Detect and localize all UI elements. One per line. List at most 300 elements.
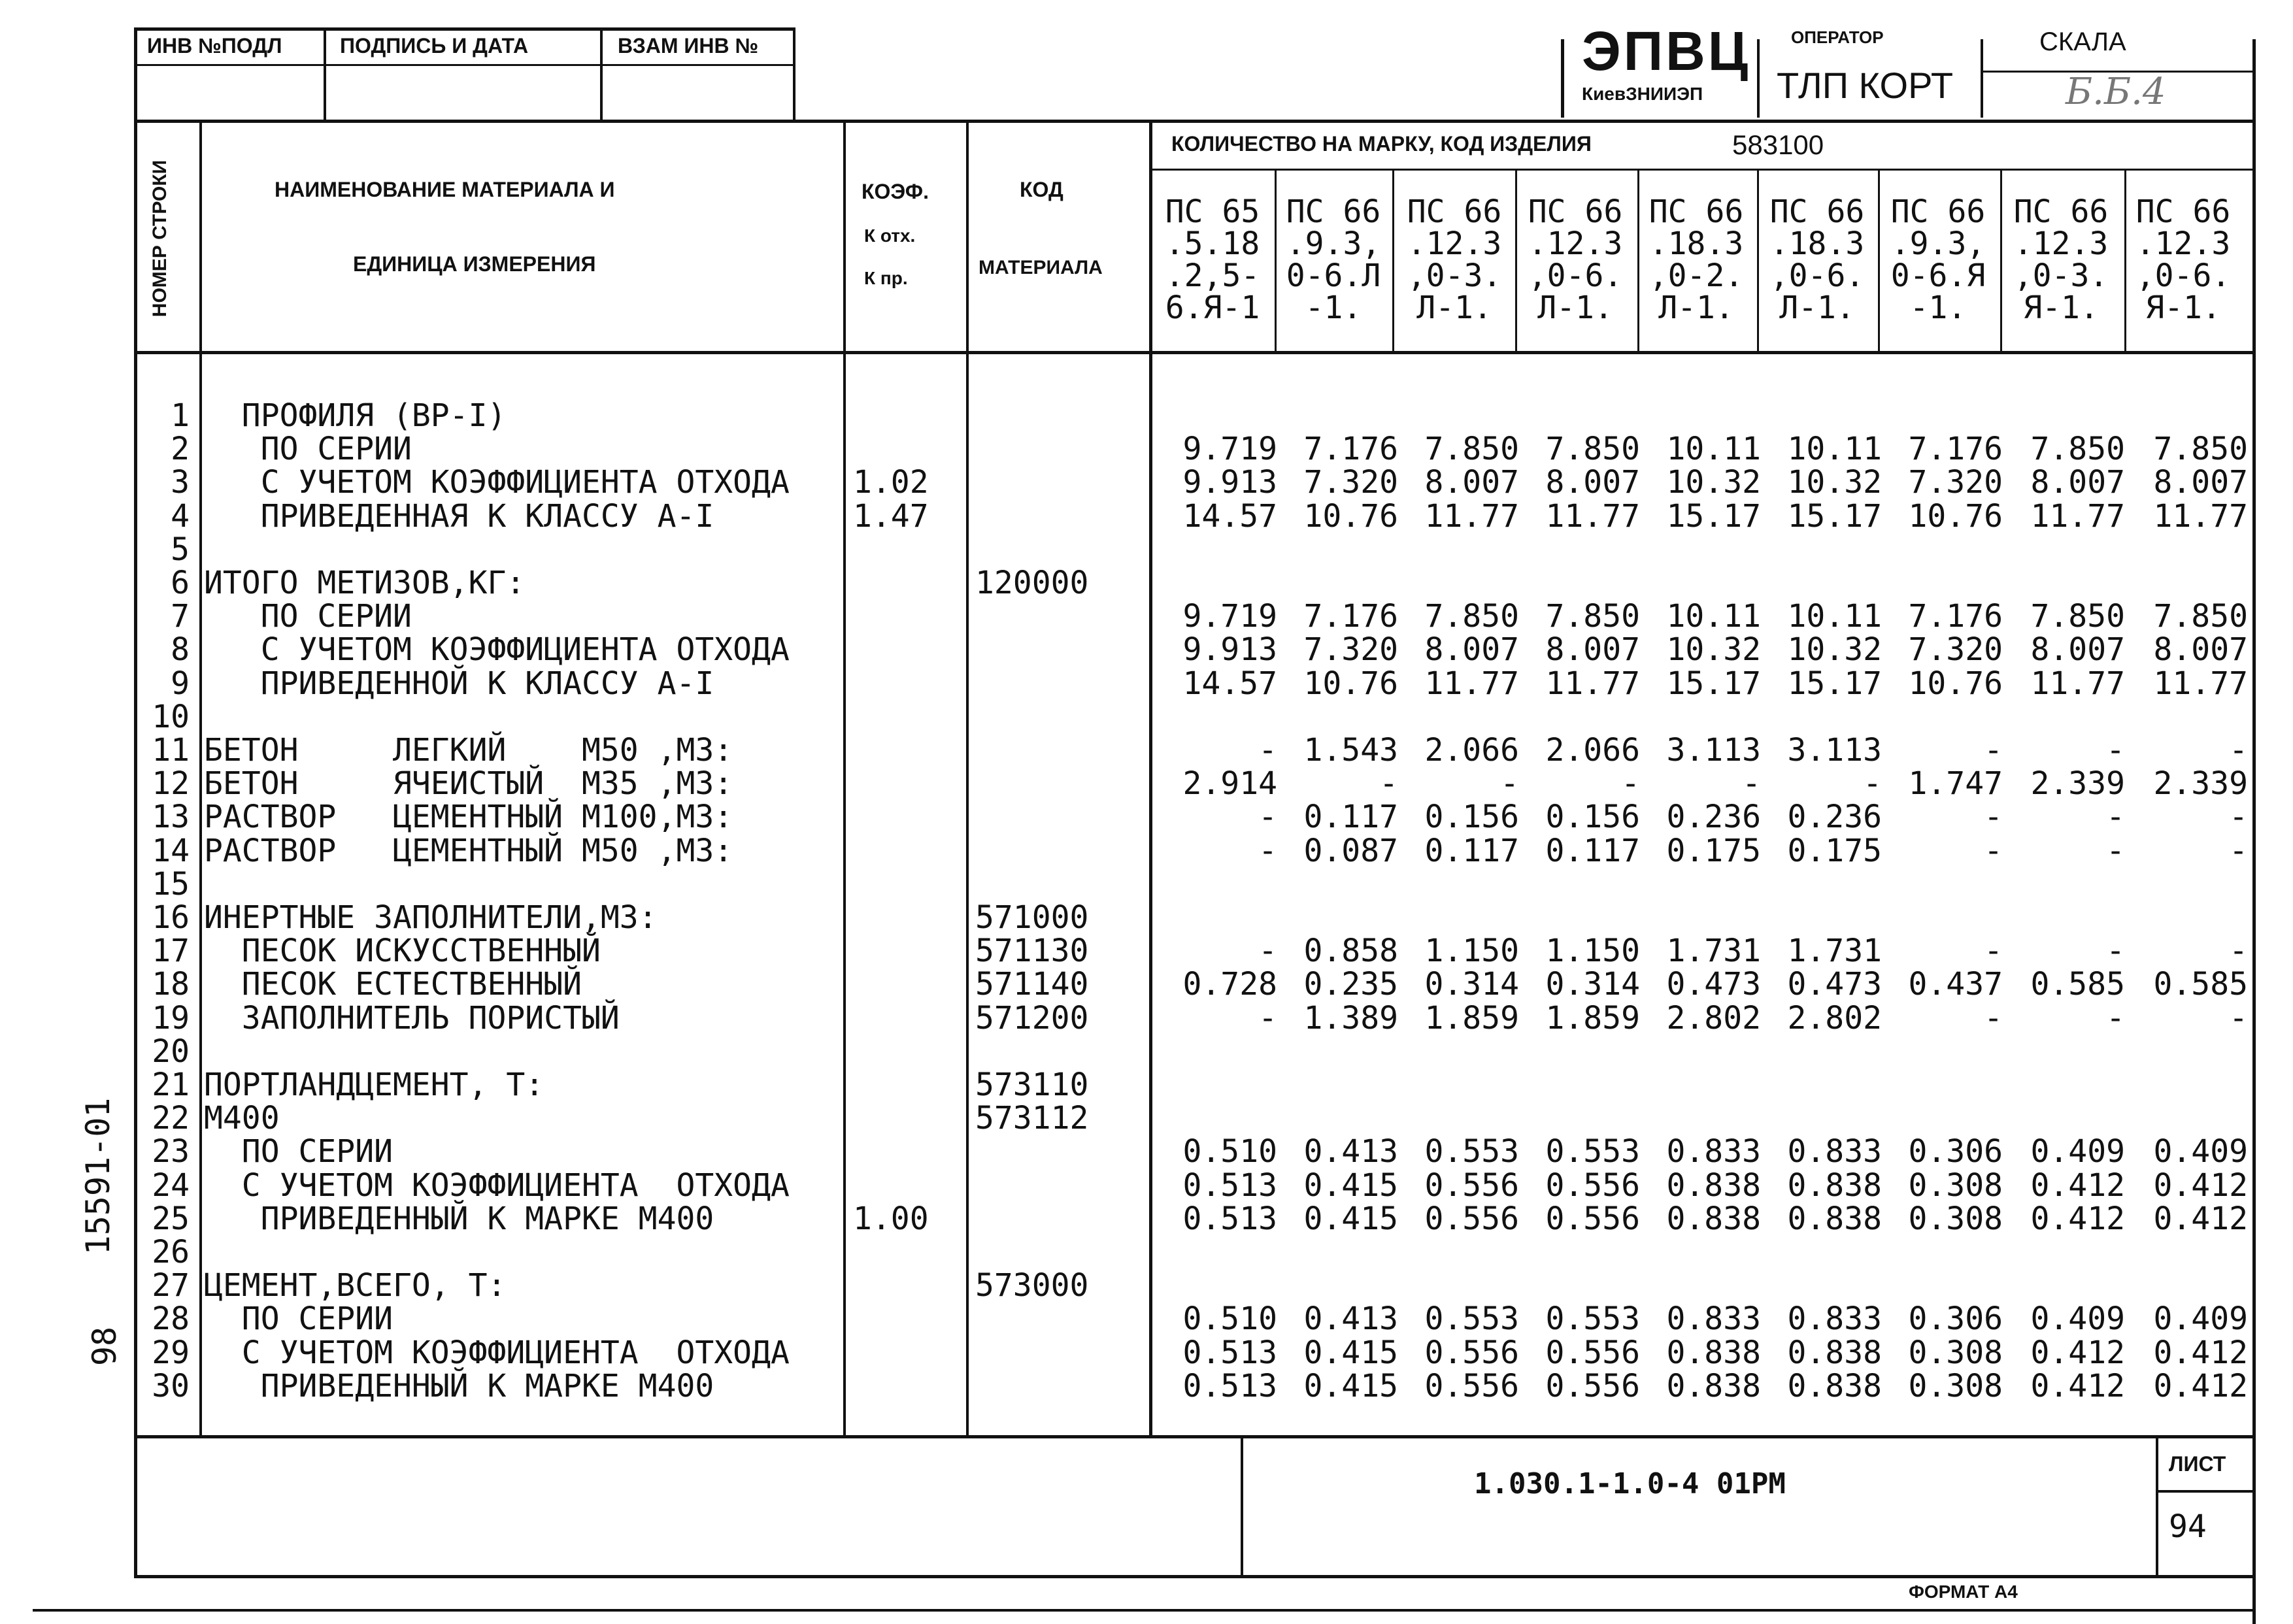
row-number: 22 <box>152 1100 190 1137</box>
row-value: 3.113 <box>1666 732 1761 769</box>
row-value: 1.543 <box>1303 732 1398 769</box>
row-value: 7.850 <box>2153 431 2248 468</box>
row-number: 28 <box>152 1301 190 1338</box>
row-value: 0.314 <box>1424 966 1519 1003</box>
row-value: 0.413 <box>1303 1301 1398 1338</box>
row-value: 11.77 <box>1424 497 1519 535</box>
row-value: 1.859 <box>1545 999 1640 1036</box>
side-number: 15591-01 <box>79 1097 117 1255</box>
table-row <box>0 432 2249 466</box>
row-value: 7.320 <box>1908 464 2003 501</box>
row-code: 573000 <box>975 1267 1089 1304</box>
row-value: 7.320 <box>1303 631 1398 669</box>
table-row <box>0 667 2249 701</box>
row-value: 0.156 <box>1424 799 1519 836</box>
row-number: 23 <box>152 1133 190 1170</box>
row-value: - <box>2229 933 2248 970</box>
table-row <box>0 1135 2249 1168</box>
row-name: ПРОФИЛЯ (ВР-I) <box>204 397 507 434</box>
row-value: 0.415 <box>1303 1167 1398 1204</box>
header-name-line1: НАИМЕНОВАНИЕ МАТЕРИАЛА И <box>275 178 615 201</box>
product-code-6: ПС 66 .18.3 ,0-6. Л-1. <box>1769 193 1865 326</box>
row-value: 0.728 <box>1182 966 1277 1003</box>
row-value: 0.473 <box>1787 966 1882 1003</box>
row-value: 0.412 <box>2153 1367 2248 1404</box>
stamp-org-small: КиевЗНИИЭП <box>1582 84 1703 104</box>
row-value: 0.553 <box>1545 1133 1640 1170</box>
product-code-8: ПС 66 .12.3 ,0-3. Я-1. <box>2013 193 2109 326</box>
row-number: 7 <box>171 598 190 635</box>
row-value: 0.412 <box>2153 1200 2248 1237</box>
row-value: 0.156 <box>1545 799 1640 836</box>
row-value: - <box>1500 765 1519 803</box>
row-name: ПО СЕРИИ <box>204 598 412 635</box>
row-number: 5 <box>171 531 190 568</box>
row-code: 571140 <box>975 966 1089 1003</box>
row-coef: 1.02 <box>853 464 929 501</box>
row-value: 0.236 <box>1666 799 1761 836</box>
row-value: 0.838 <box>1666 1334 1761 1371</box>
row-value: 10.11 <box>1666 431 1761 468</box>
row-number: 25 <box>152 1200 190 1237</box>
row-value: 1.731 <box>1787 933 1882 970</box>
header-row-no: НОМЕР СТРОКИ <box>149 159 171 318</box>
row-value: 0.556 <box>1545 1367 1640 1404</box>
product-code-5: ПС 66 .18.3 ,0-2. Л-1. <box>1649 193 1744 326</box>
row-name: С УЧЕТОМ КОЭФФИЦИЕНТА ОТХОДА <box>204 631 790 669</box>
side-page: 98 <box>86 1326 124 1367</box>
row-value: 8.007 <box>1424 464 1519 501</box>
table-row <box>0 767 2249 801</box>
row-value: - <box>2229 799 2248 836</box>
row-value: 11.77 <box>2153 497 2248 535</box>
row-value: 0.117 <box>1545 832 1640 869</box>
row-value: 8.007 <box>2153 631 2248 669</box>
row-number: 8 <box>171 631 190 669</box>
row-value: 2.066 <box>1424 732 1519 769</box>
row-value: 15.17 <box>1787 497 1882 535</box>
sheet-number: 94 <box>2169 1508 2207 1545</box>
row-value: 7.850 <box>1545 598 1640 635</box>
table-row <box>0 1369 2249 1403</box>
row-value: 9.719 <box>1182 598 1277 635</box>
row-value: 2.914 <box>1182 765 1277 803</box>
row-value: 0.412 <box>2153 1167 2248 1204</box>
row-number: 1 <box>171 397 190 434</box>
row-value: 11.77 <box>2030 497 2125 535</box>
row-value: 0.413 <box>1303 1133 1398 1170</box>
row-value: 0.838 <box>1666 1200 1761 1237</box>
row-value: 10.11 <box>1787 598 1882 635</box>
header-coef-k-pr: К пр. <box>864 268 908 288</box>
row-value: 11.77 <box>2153 665 2248 702</box>
row-value: 0.838 <box>1787 1334 1882 1371</box>
row-value: 8.007 <box>2153 464 2248 501</box>
row-value: 7.850 <box>2153 598 2248 635</box>
stamp-operator: ТЛП КОРТ <box>1777 65 1954 106</box>
row-value: 7.320 <box>1303 464 1398 501</box>
row-value: 0.412 <box>2030 1367 2125 1404</box>
row-name: С УЧЕТОМ КОЭФФИЦИЕНТА ОТХОДА <box>204 1334 790 1371</box>
row-name: БЕТОН ЛЕГКИЙ М50 ,М3: <box>204 732 733 769</box>
row-value: 0.556 <box>1545 1200 1640 1237</box>
row-number: 3 <box>171 464 190 501</box>
table-row <box>0 700 2249 734</box>
row-number: 13 <box>152 799 190 836</box>
table-row <box>0 1302 2249 1336</box>
row-value: 10.11 <box>1666 598 1761 635</box>
row-value: 0.412 <box>2153 1334 2248 1371</box>
row-name: ПЕСОК ИСКУССТВЕННЫЙ <box>204 933 601 970</box>
row-value: 0.409 <box>2030 1301 2125 1338</box>
row-name: ПЕСОК ЕСТЕСТВЕННЫЙ <box>204 966 582 1003</box>
row-number: 27 <box>152 1267 190 1304</box>
row-value: 0.175 <box>1666 832 1761 869</box>
product-code-9: ПС 66 .12.3 ,0-6. Я-1. <box>2135 193 2231 326</box>
row-value: 0.510 <box>1182 1133 1277 1170</box>
row-value: - <box>2229 832 2248 869</box>
row-value: 8.007 <box>2030 464 2125 501</box>
table-row <box>0 1035 2249 1069</box>
product-code-2: ПС 66 .9.3, 0-6.Л -1. <box>1286 193 1381 326</box>
format-label: ФОРМАТ А4 <box>1909 1582 2018 1602</box>
doc-code: 1.030.1-1.0-4 01РМ <box>1474 1467 1786 1500</box>
row-value: - <box>1863 765 1882 803</box>
row-name: ПО СЕРИИ <box>204 1133 393 1170</box>
row-value: 0.308 <box>1908 1167 2003 1204</box>
row-value: 0.412 <box>2030 1167 2125 1204</box>
row-value: 0.415 <box>1303 1334 1398 1371</box>
row-number: 14 <box>152 832 190 869</box>
stamp-operator-label: ОПЕРАТОР <box>1791 27 1884 47</box>
row-value: 11.77 <box>2030 665 2125 702</box>
header-code-title: КОД <box>1020 178 1063 201</box>
row-value: 0.409 <box>2030 1133 2125 1170</box>
row-value: 0.308 <box>1908 1334 2003 1371</box>
row-value: 15.17 <box>1666 497 1761 535</box>
row-value: 0.833 <box>1666 1301 1761 1338</box>
row-value: 0.858 <box>1303 933 1398 970</box>
row-value: 0.314 <box>1545 966 1640 1003</box>
row-value: 0.556 <box>1424 1200 1519 1237</box>
table-row <box>0 1068 2249 1102</box>
row-value: 7.850 <box>2030 431 2125 468</box>
stamp-podpis-data: ПОДПИСЬ И ДАТА <box>340 34 529 58</box>
row-value: - <box>1258 732 1277 769</box>
row-code: 573112 <box>975 1100 1089 1137</box>
row-value: - <box>1984 732 2003 769</box>
row-value: 0.308 <box>1908 1200 2003 1237</box>
row-value: 7.850 <box>1424 431 1519 468</box>
row-value: 0.838 <box>1787 1367 1882 1404</box>
table-row <box>0 599 2249 633</box>
row-number: 2 <box>171 431 190 468</box>
row-value: 10.32 <box>1666 631 1761 669</box>
row-value: 0.513 <box>1182 1367 1277 1404</box>
row-name: ПО СЕРИИ <box>204 431 412 468</box>
table-row <box>0 733 2249 767</box>
row-value: - <box>1258 999 1277 1036</box>
row-value: 0.306 <box>1908 1301 2003 1338</box>
row-value: 1.859 <box>1424 999 1519 1036</box>
row-coef: 1.00 <box>853 1200 929 1237</box>
stamp-vzam-inv: ВЗАМ ИНВ № <box>618 34 759 58</box>
row-name: ИНЕРТНЫЕ ЗАПОЛНИТЕЛИ,М3: <box>204 899 658 936</box>
row-value: 11.77 <box>1545 665 1640 702</box>
table-row <box>0 465 2249 499</box>
table-row <box>0 1235 2249 1269</box>
row-value: - <box>1258 799 1277 836</box>
row-name: ЦЕМЕНТ,ВСЕГО, Т: <box>204 1267 507 1304</box>
row-value: 0.838 <box>1787 1167 1882 1204</box>
table-row <box>0 934 2249 968</box>
row-name: ПРИВЕДЕННОЙ К КЛАССУ А-I <box>204 665 714 702</box>
table-row <box>0 1202 2249 1236</box>
row-value: 0.308 <box>1908 1367 2003 1404</box>
row-value: 14.57 <box>1182 497 1277 535</box>
row-value: 0.087 <box>1303 832 1398 869</box>
row-value: 0.412 <box>2030 1334 2125 1371</box>
row-value: 15.17 <box>1666 665 1761 702</box>
row-number: 10 <box>152 698 190 735</box>
row-number: 19 <box>152 999 190 1036</box>
row-value: 0.437 <box>1908 966 2003 1003</box>
row-name: ЗАПОЛНИТЕЛЬ ПОРИСТЫЙ <box>204 999 620 1036</box>
row-name: М400 <box>204 1100 280 1137</box>
row-value: 0.838 <box>1787 1200 1882 1237</box>
table-row <box>0 901 2249 935</box>
row-value: - <box>2106 799 2125 836</box>
table-row <box>0 967 2249 1001</box>
table-row <box>0 1101 2249 1135</box>
table-row <box>0 499 2249 533</box>
row-number: 6 <box>171 565 190 601</box>
row-value: - <box>2106 933 2125 970</box>
row-value: - <box>2229 732 2248 769</box>
row-value: 0.415 <box>1303 1200 1398 1237</box>
stamp-scala: СКАЛА <box>2039 27 2126 56</box>
row-value: 2.802 <box>1787 999 1882 1036</box>
row-value: 0.838 <box>1666 1167 1761 1204</box>
row-value: 0.235 <box>1303 966 1398 1003</box>
row-value: 7.850 <box>2030 598 2125 635</box>
row-value: - <box>1984 799 2003 836</box>
row-value: 8.007 <box>1424 631 1519 669</box>
row-value: 0.175 <box>1787 832 1882 869</box>
row-value: 14.57 <box>1182 665 1277 702</box>
row-value: 0.553 <box>1545 1301 1640 1338</box>
row-number: 24 <box>152 1167 190 1204</box>
row-value: 11.77 <box>1424 665 1519 702</box>
row-value: 10.76 <box>1303 665 1398 702</box>
table-row <box>0 834 2249 868</box>
row-value: - <box>1621 765 1640 803</box>
row-value: 0.117 <box>1303 799 1398 836</box>
row-value: 9.913 <box>1182 631 1277 669</box>
header-qty-label: КОЛИЧЕСТВО НА МАРКУ, КОД ИЗДЕЛИЯ <box>1171 132 1592 156</box>
row-value: 8.007 <box>2030 631 2125 669</box>
row-value: 0.473 <box>1666 966 1761 1003</box>
row-number: 30 <box>152 1367 190 1404</box>
row-name: РАСТВОР ЦЕМЕНТНЫЙ М100,М3: <box>204 799 733 836</box>
row-value: 7.176 <box>1908 598 2003 635</box>
row-value: 0.833 <box>1787 1301 1882 1338</box>
row-value: 0.236 <box>1787 799 1882 836</box>
row-value: - <box>2106 999 2125 1036</box>
row-number: 16 <box>152 899 190 936</box>
row-number: 21 <box>152 1067 190 1103</box>
row-name: ПО СЕРИИ <box>204 1301 393 1338</box>
row-value: 0.585 <box>2153 966 2248 1003</box>
row-number: 29 <box>152 1334 190 1371</box>
row-value: 1.150 <box>1545 933 1640 970</box>
row-value: - <box>1742 765 1761 803</box>
row-value: 2.339 <box>2030 765 2125 803</box>
row-value: 0.833 <box>1666 1133 1761 1170</box>
row-value: 0.556 <box>1545 1167 1640 1204</box>
row-value: 2.802 <box>1666 999 1761 1036</box>
table-row <box>0 533 2249 567</box>
row-value: 9.719 <box>1182 431 1277 468</box>
header-code-sub: МАТЕРИАЛА <box>979 257 1103 278</box>
table-row <box>0 1001 2249 1035</box>
row-name: ИТОГО МЕТИЗОВ,КГ: <box>204 565 526 601</box>
table-row <box>0 1336 2249 1370</box>
row-number: 4 <box>171 497 190 535</box>
row-value: 0.838 <box>1666 1367 1761 1404</box>
stamp-org-big: ЭПВЦ <box>1582 20 1751 82</box>
header-qty-code: 583100 <box>1732 129 1824 160</box>
row-value: 0.553 <box>1424 1301 1519 1338</box>
table-row <box>0 800 2249 834</box>
table-row <box>0 399 2249 433</box>
row-name: БЕТОН ЯЧЕИСТЫЙ М35 ,М3: <box>204 765 733 803</box>
table-row <box>0 633 2249 667</box>
row-value: 10.11 <box>1787 431 1882 468</box>
row-number: 26 <box>152 1234 190 1270</box>
row-number: 17 <box>152 933 190 970</box>
row-name: РАСТВОР ЦЕМЕНТНЫЙ М50 ,М3: <box>204 832 733 869</box>
row-value: 10.32 <box>1787 464 1882 501</box>
row-name: ПРИВЕДЕННЫЙ К МАРКЕ М400 <box>204 1367 714 1404</box>
row-value: 0.513 <box>1182 1334 1277 1371</box>
row-value: 10.32 <box>1787 631 1882 669</box>
row-value: - <box>2106 732 2125 769</box>
row-name: ПРИВЕДЕННЫЙ К МАРКЕ М400 <box>204 1200 714 1237</box>
row-value: 0.412 <box>2030 1200 2125 1237</box>
row-value: 1.731 <box>1666 933 1761 970</box>
row-value: 9.913 <box>1182 464 1277 501</box>
row-value: 11.77 <box>1545 497 1640 535</box>
row-value: 0.513 <box>1182 1167 1277 1204</box>
row-value: 0.415 <box>1303 1367 1398 1404</box>
row-value: 10.76 <box>1908 665 2003 702</box>
row-name: ПРИВЕДЕННАЯ К КЛАССУ А-I <box>204 497 714 535</box>
table-row <box>0 867 2249 901</box>
row-value: - <box>2106 832 2125 869</box>
row-value: 10.76 <box>1303 497 1398 535</box>
row-value: 8.007 <box>1545 631 1640 669</box>
row-value: - <box>1984 832 2003 869</box>
row-value: 1.747 <box>1908 765 2003 803</box>
row-value: 10.76 <box>1908 497 2003 535</box>
row-value: - <box>1258 832 1277 869</box>
row-number: 11 <box>152 732 190 769</box>
row-name: С УЧЕТОМ КОЭФФИЦИЕНТА ОТХОДА <box>204 1167 790 1204</box>
row-value: - <box>1984 933 2003 970</box>
row-value: - <box>1379 765 1398 803</box>
row-name: ПОРТЛАНДЦЕМЕНТ, Т: <box>204 1067 544 1103</box>
row-number: 20 <box>152 1033 190 1070</box>
row-value: 7.176 <box>1303 431 1398 468</box>
product-code-1: ПС 65 .5.18 .2,5- 6.Я-1 <box>1165 193 1260 326</box>
row-value: 7.176 <box>1303 598 1398 635</box>
row-code: 571130 <box>975 933 1089 970</box>
row-value: 2.339 <box>2153 765 2248 803</box>
row-value: 7.320 <box>1908 631 2003 669</box>
header-name-line2: ЕДИНИЦА ИЗМЕРЕНИЯ <box>353 252 596 276</box>
row-value: - <box>1258 933 1277 970</box>
row-value: 0.510 <box>1182 1301 1277 1338</box>
row-value: 7.850 <box>1424 598 1519 635</box>
product-code-3: ПС 66 .12.3 ,0-3. Л-1. <box>1407 193 1502 326</box>
row-value: 7.850 <box>1545 431 1640 468</box>
row-value: 0.556 <box>1424 1167 1519 1204</box>
row-value: 0.556 <box>1424 1334 1519 1371</box>
row-code: 120000 <box>975 565 1089 601</box>
row-value: 0.409 <box>2153 1133 2248 1170</box>
row-value: 10.32 <box>1666 464 1761 501</box>
table-row <box>0 1168 2249 1202</box>
row-value: 1.150 <box>1424 933 1519 970</box>
row-coef: 1.47 <box>853 497 929 535</box>
row-value: 0.513 <box>1182 1200 1277 1237</box>
row-value: 0.409 <box>2153 1301 2248 1338</box>
row-value: 0.556 <box>1545 1334 1640 1371</box>
row-name: С УЧЕТОМ КОЭФФИЦИЕНТА ОТХОДА <box>204 464 790 501</box>
row-value: 0.556 <box>1424 1367 1519 1404</box>
row-value: - <box>2229 999 2248 1036</box>
row-value: 0.553 <box>1424 1133 1519 1170</box>
row-code: 573110 <box>975 1067 1089 1103</box>
row-value: 2.066 <box>1545 732 1640 769</box>
row-number: 15 <box>152 865 190 903</box>
row-value: 3.113 <box>1787 732 1882 769</box>
row-value: 0.306 <box>1908 1133 2003 1170</box>
table-row <box>0 1268 2249 1302</box>
row-value: 0.585 <box>2030 966 2125 1003</box>
stamp-inv-podl: ИНВ №ПОДЛ <box>147 34 282 58</box>
product-code-7: ПС 66 .9.3, 0-6.Я -1. <box>1890 193 1986 326</box>
row-code: 571200 <box>975 999 1089 1036</box>
row-value: 8.007 <box>1545 464 1640 501</box>
row-number: 12 <box>152 765 190 803</box>
row-code: 571000 <box>975 899 1089 936</box>
row-value: 15.17 <box>1787 665 1882 702</box>
row-value: 0.117 <box>1424 832 1519 869</box>
row-number: 9 <box>171 665 190 702</box>
header-coef-title: КОЭФ. <box>862 180 929 203</box>
sheet-label: ЛИСТ <box>2169 1452 2226 1476</box>
row-value: 7.176 <box>1908 431 2003 468</box>
header-coef-k-otx: К отх. <box>864 225 916 246</box>
table-row <box>0 566 2249 600</box>
row-value: - <box>1984 999 2003 1036</box>
signature: Б.Б.4 <box>2066 71 2166 113</box>
row-value: 0.833 <box>1787 1133 1882 1170</box>
row-number: 18 <box>152 966 190 1003</box>
product-code-4: ПС 66 .12.3 ,0-6. Л-1. <box>1528 193 1623 326</box>
